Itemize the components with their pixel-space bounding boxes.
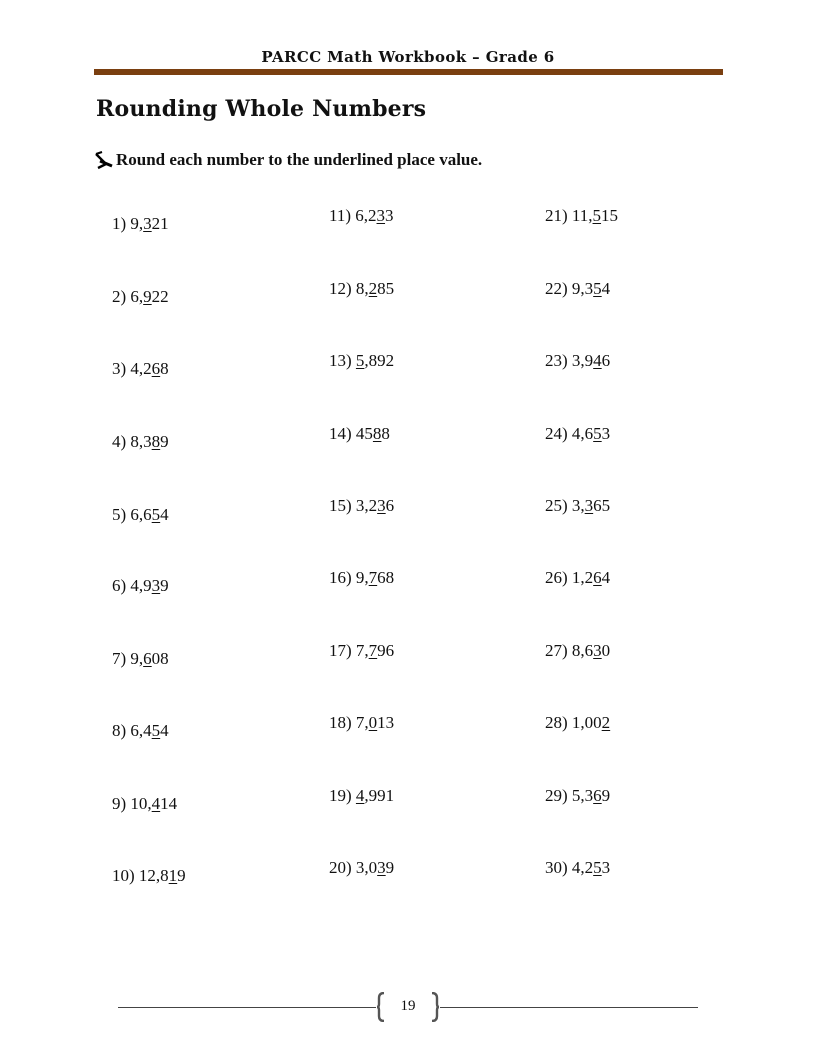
problem-item: 12) 8,285 <box>329 279 395 298</box>
problem-item: 4) 8,389 <box>112 432 169 451</box>
problem-item: 2) 6,922 <box>112 287 169 306</box>
problem-item: 3) 4,268 <box>112 359 169 378</box>
page-number: 19 <box>400 998 416 1014</box>
problem-item: 16) 9,768 <box>329 568 395 587</box>
problem-item: 21) 11,515 <box>545 206 619 225</box>
problem-item: 28) 1,002 <box>545 713 611 732</box>
problem-item: 14) 4588 <box>329 424 390 443</box>
problem-item: 1) 9,321 <box>112 214 169 233</box>
problem-item: 25) 3,365 <box>545 496 611 515</box>
problem-item: 27) 8,630 <box>545 641 611 660</box>
problem-item: 7) 9,608 <box>112 649 169 668</box>
problem-item: 10) 12,819 <box>112 866 186 885</box>
footer-divider-right <box>440 1007 698 1008</box>
problem-item: 23) 3,946 <box>545 351 611 370</box>
left-bracket-icon <box>376 992 386 1022</box>
page-title: Rounding Whole Numbers <box>96 96 427 122</box>
right-bracket-icon <box>430 992 440 1022</box>
problem-item: 11) 6,233 <box>329 206 394 225</box>
footer-divider-left <box>118 1007 376 1008</box>
problem-item: 6) 4,939 <box>112 576 169 595</box>
header-title: PARCC Math Workbook – Grade 6 <box>261 48 555 66</box>
problem-item: 17) 7,796 <box>329 641 395 660</box>
problem-item: 8) 6,454 <box>112 721 169 740</box>
instructions-text: Round each number to the underlined place value. <box>116 150 483 169</box>
problem-item: 26) 1,264 <box>545 568 611 587</box>
problem-item: 13) 5,892 <box>329 351 395 370</box>
problem-item: 18) 7,013 <box>329 713 395 732</box>
problem-item: 22) 9,354 <box>545 279 611 298</box>
problem-item: 30) 4,253 <box>545 858 611 877</box>
problem-item: 24) 4,653 <box>545 424 611 443</box>
problem-item: 20) 3,039 <box>329 858 395 877</box>
problem-item: 9) 10,414 <box>112 794 178 813</box>
problem-item: 29) 5,369 <box>545 786 611 805</box>
problem-item: 15) 3,236 <box>329 496 395 515</box>
problem-item: 19) 4,991 <box>329 786 395 805</box>
problem-item: 5) 6,654 <box>112 505 169 524</box>
